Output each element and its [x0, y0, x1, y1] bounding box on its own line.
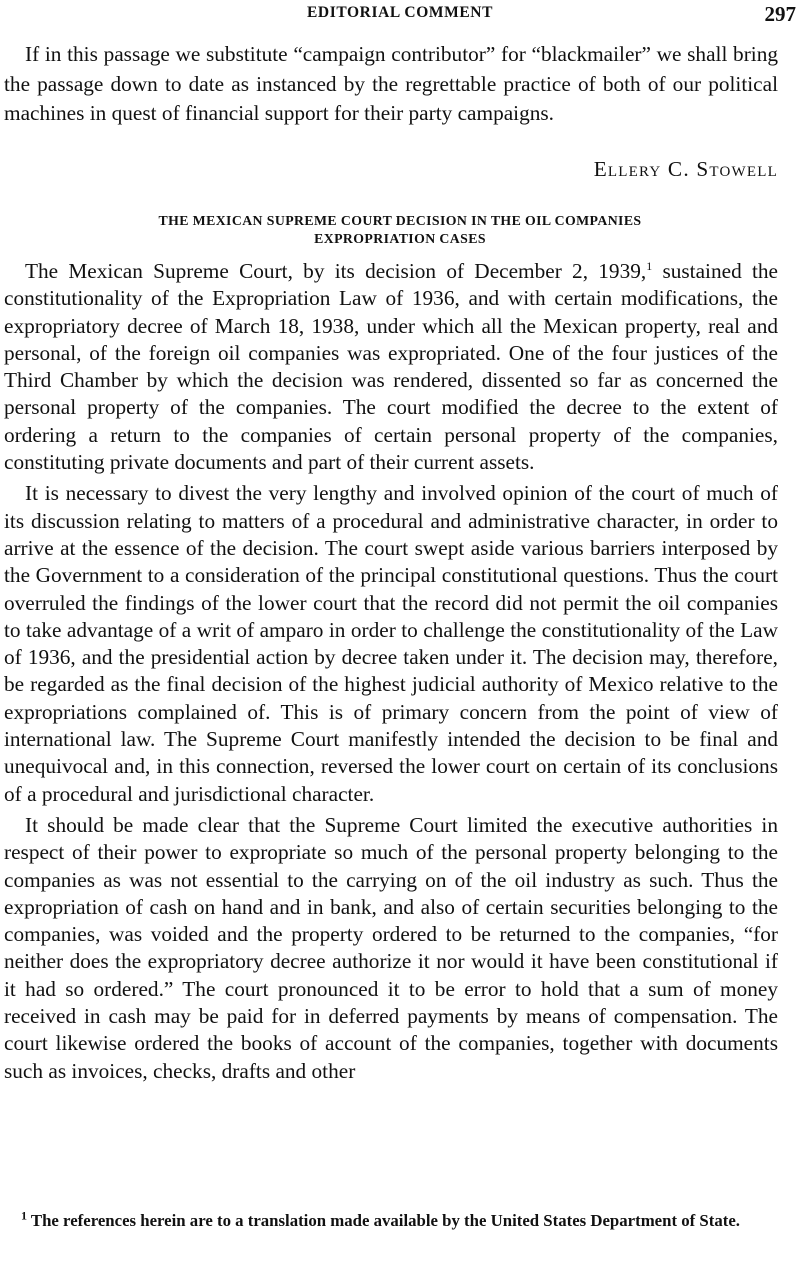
- footnote: [4, 1210, 778, 1232]
- footnote-text: The references herein are to a translation made available by the United States Department of State.: [27, 1211, 740, 1230]
- paragraph-1-rest: sustained the constitutionality of the Expropriation Law of 1936, and with certain modifications, the expropriatory decree of March 18, 1938, under which all the Mexican property, real and personal, of the foreign oil companies was expropriated. One of the four justices of the Third Chamber by which the decision was rendered, dissented so far as concerned the personal property of the companies. The court modified the decree to the extent of ordering a return to the companies of certain personal property of the companies, constituting private documents and part of their current assets.: [4, 259, 778, 475]
- author-signature: Ellery C. Stowell: [593, 157, 778, 181]
- article-body: [4, 258, 778, 1089]
- article-heading-line-1: THE MEXICAN SUPREME COURT DECISION IN THE OIL COMPANIES: [158, 213, 642, 228]
- running-title: EDITORIAL COMMENT: [306, 4, 494, 21]
- intro-paragraph: If in this passage we substitute “campaign contributor” for “blackmailer” we shall bring the passage down to date as instanced by the regrettable practice of both of our political machines in quest of financial support for their party campaigns.: [4, 42, 778, 125]
- footnote-reference: 1: [646, 258, 653, 273]
- page-number: 297: [764, 2, 796, 26]
- paragraph-1-start: The Mexican Supreme Court, by its decision of December 2, 1939,: [25, 259, 647, 283]
- footnote-marker: 1: [21, 1208, 27, 1223]
- article-heading-line-2: EXPROPRIATION CASES: [314, 231, 486, 246]
- running-header: [0, 2, 800, 28]
- paragraph-1: [4, 258, 778, 476]
- article-heading: [0, 212, 800, 248]
- paragraph-2: It is necessary to divest the very lengthy and involved opinion of the court of much of its discussion relating to matters of a procedural and administrative character, in order to arrive at the essence of the decision. The court swept aside various barriers interposed by the Government to a consideration of the principal constitutional questions. Thus the court overruled the findings of the lower court that the record did not permit the oil companies to take advantage of a writ of amparo in order to challenge the constitutionality of the Law of 1936, and the presidential action by decree taken under it. The decision may, therefore, be regarded as the final decision of the highest judicial authority of Mexico relative to the expropriations complained of. This is of primary concern from the point of view of international law. The Supreme Court manifestly intended the decision to be final and unequivocal and, in this connection, reversed the lower court on certain of its conclusions of a procedural and jurisdictional character.: [4, 481, 778, 806]
- intro-section: [4, 40, 778, 129]
- paragraph-3: It should be made clear that the Supreme Court limited the executive authorities in respect of their power to expropriate so much of the personal property belonging to the companies as was not essential to the carrying on of the oil industry as such. Thus the expropriation of cash on hand and in bank, and also of certain securities belonging to the companies, was voided and the property ordered to be returned to the companies, “for neither does the expropriatory decree authorize it nor would it have been constitutional if it had so ordered.” The court pronounced it to be error to hold that a sum of money received in cash may be paid for in deferred payments by means of compensation. The court likewise ordered the books of account of the companies, together with documents such as invoices, checks, drafts and other: [4, 812, 778, 1083]
